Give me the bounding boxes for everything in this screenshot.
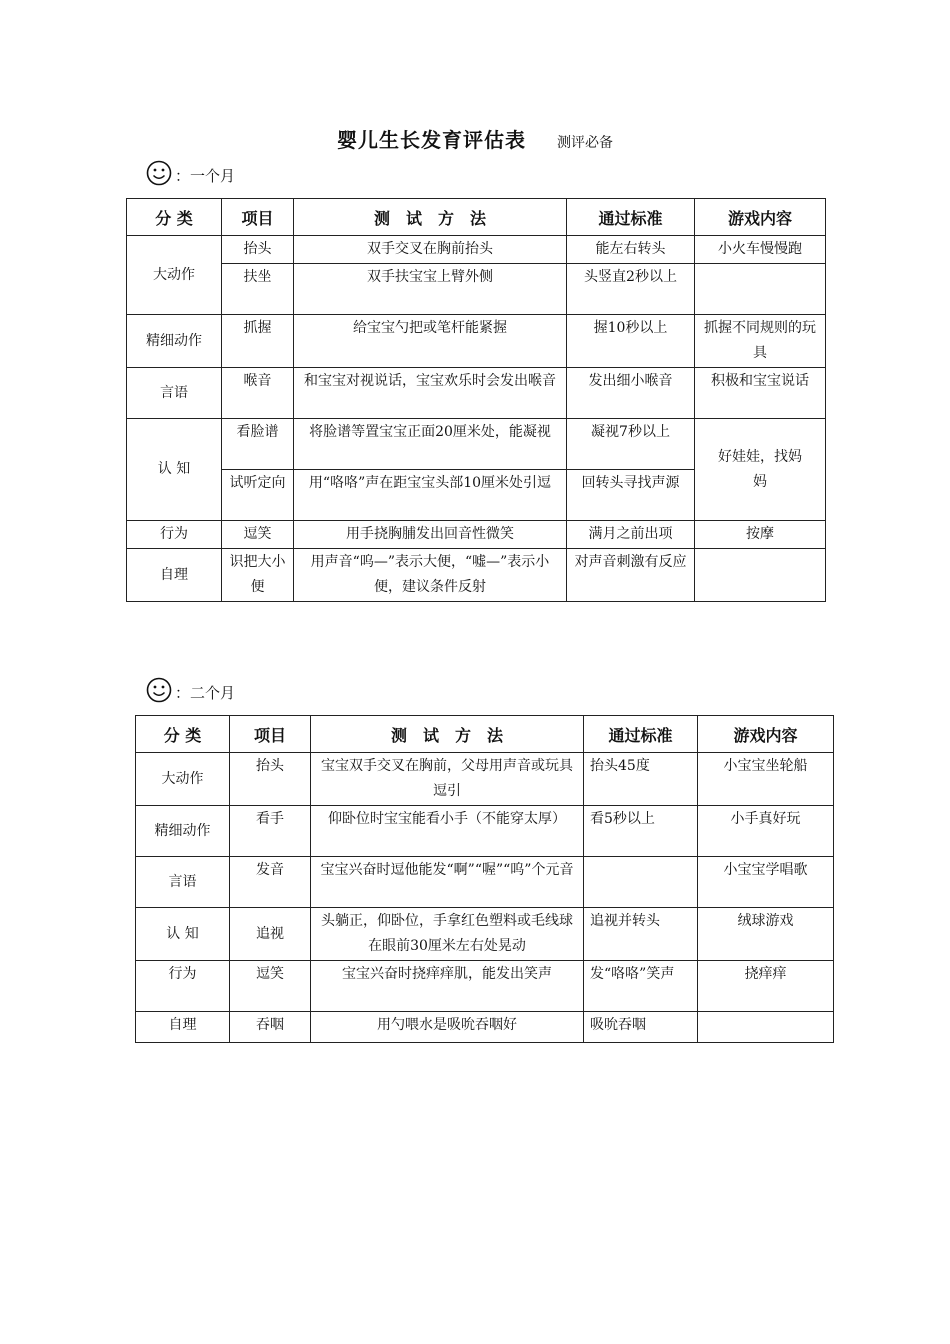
table-row bbox=[136, 908, 834, 961]
category-cell: 言语 bbox=[127, 368, 222, 419]
table-row bbox=[127, 315, 826, 368]
item-cell: 看手 bbox=[230, 806, 311, 857]
table-row bbox=[127, 368, 826, 419]
header-standard: 通过标准 bbox=[584, 716, 698, 753]
method-cell: 用声音“呜—”表示大便，“嘘—”表示小便，建议条件反射 bbox=[294, 549, 567, 602]
method-cell: 用“咯咯”声在距宝宝头部10厘米处引逗 bbox=[294, 470, 567, 521]
month1-table bbox=[126, 198, 826, 602]
header-category: 分 类 bbox=[136, 716, 230, 753]
item-cell: 发音 bbox=[230, 857, 311, 908]
standard-cell: 满月之前出项 bbox=[567, 521, 695, 549]
smiley-icon bbox=[146, 160, 172, 186]
table-row bbox=[127, 549, 826, 602]
month2-table bbox=[135, 715, 834, 1043]
game-cell: 小宝宝坐轮船 bbox=[698, 753, 834, 806]
standard-cell: 发“咯咯”笑声 bbox=[584, 961, 698, 1012]
header-method: 测 试 方 法 bbox=[294, 199, 567, 236]
standard-cell: 能左右转头 bbox=[567, 236, 695, 264]
item-cell: 逗笑 bbox=[230, 961, 311, 1012]
method-cell: 仰卧位时宝宝能看小手（不能穿太厚） bbox=[311, 806, 584, 857]
item-cell: 看脸谱 bbox=[222, 419, 294, 470]
month1-label: ：一个月 bbox=[175, 167, 236, 185]
standard-cell: 追视并转头 bbox=[584, 908, 698, 961]
document-title-line bbox=[0, 124, 950, 153]
month2-heading bbox=[146, 677, 235, 703]
game-cell: 挠痒痒 bbox=[698, 961, 834, 1012]
game-cell: 绒球游戏 bbox=[698, 908, 834, 961]
standard-cell: 抬头45度 bbox=[584, 753, 698, 806]
category-cell: 认 知 bbox=[127, 419, 222, 521]
category-cell: 自理 bbox=[127, 549, 222, 602]
game-cell: 小宝宝学唱歌 bbox=[698, 857, 834, 908]
game-cell: 抓握不同规则的玩具 bbox=[695, 315, 826, 368]
month1-heading bbox=[146, 160, 235, 186]
table-row bbox=[136, 961, 834, 1012]
game-cell: 按摩 bbox=[695, 521, 826, 549]
item-cell: 喉音 bbox=[222, 368, 294, 419]
table-row bbox=[127, 264, 826, 315]
item-cell: 抓握 bbox=[222, 315, 294, 368]
method-cell: 给宝宝勺把或笔杆能紧握 bbox=[294, 315, 567, 368]
item-cell: 逗笑 bbox=[222, 521, 294, 549]
item-cell: 识把大小便 bbox=[222, 549, 294, 602]
table-row bbox=[136, 753, 834, 806]
method-cell: 头躺正，仰卧位，手拿红色塑料或毛线球在眼前30厘米左右处晃动 bbox=[311, 908, 584, 961]
game-cell: 小手真好玩 bbox=[698, 806, 834, 857]
table-row bbox=[127, 521, 826, 549]
table-header-row bbox=[127, 199, 826, 236]
header-item: 项目 bbox=[230, 716, 311, 753]
standard-cell: 头竖直2秒以上 bbox=[567, 264, 695, 315]
month2-label: ：二个月 bbox=[175, 684, 236, 702]
method-cell: 用勺喂水是吸吮吞咽好 bbox=[311, 1012, 584, 1043]
category-cell: 大动作 bbox=[136, 753, 230, 806]
table-row bbox=[136, 857, 834, 908]
game-cell: 好娃娃，找妈妈 bbox=[695, 419, 826, 521]
method-cell: 双手交叉在胸前抬头 bbox=[294, 236, 567, 264]
table-row bbox=[127, 236, 826, 264]
header-category: 分 类 bbox=[127, 199, 222, 236]
category-cell: 自理 bbox=[136, 1012, 230, 1043]
header-standard: 通过标准 bbox=[567, 199, 695, 236]
game-cell bbox=[695, 264, 826, 315]
page-subtitle: 测评必备 bbox=[557, 135, 614, 151]
table-row bbox=[136, 1012, 834, 1043]
category-cell: 言语 bbox=[136, 857, 230, 908]
table-row bbox=[127, 419, 826, 470]
standard-cell: 回转头寻找声源 bbox=[567, 470, 695, 521]
method-cell: 宝宝双手交叉在胸前，父母用声音或玩具逗引 bbox=[311, 753, 584, 806]
method-cell: 用手挠胸脯发出回音性微笑 bbox=[294, 521, 567, 549]
table-row bbox=[136, 806, 834, 857]
standard-cell bbox=[584, 857, 698, 908]
category-cell: 大动作 bbox=[127, 236, 222, 315]
item-cell: 追视 bbox=[230, 908, 311, 961]
header-method: 测 试 方 法 bbox=[311, 716, 584, 753]
standard-cell: 握10秒以上 bbox=[567, 315, 695, 368]
page-title: 婴儿生长发育评估表 bbox=[336, 128, 526, 152]
item-cell: 扶坐 bbox=[222, 264, 294, 315]
method-cell: 双手扶宝宝上臂外侧 bbox=[294, 264, 567, 315]
game-cell: 积极和宝宝说话 bbox=[695, 368, 826, 419]
item-cell: 吞咽 bbox=[230, 1012, 311, 1043]
table-header-row bbox=[136, 716, 834, 753]
method-cell: 宝宝兴奋时逗他能发“啊”“喔”“呜”个元音 bbox=[311, 857, 584, 908]
item-cell: 抬头 bbox=[230, 753, 311, 806]
category-cell: 行为 bbox=[136, 961, 230, 1012]
game-cell bbox=[695, 549, 826, 602]
game-cell bbox=[698, 1012, 834, 1043]
standard-cell: 发出细小喉音 bbox=[567, 368, 695, 419]
item-cell: 抬头 bbox=[222, 236, 294, 264]
header-game: 游戏内容 bbox=[695, 199, 826, 236]
header-game: 游戏内容 bbox=[698, 716, 834, 753]
standard-cell: 凝视7秒以上 bbox=[567, 419, 695, 470]
standard-cell: 对声音刺激有反应 bbox=[567, 549, 695, 602]
method-cell: 宝宝兴奋时挠痒痒肌，能发出笑声 bbox=[311, 961, 584, 1012]
standard-cell: 吸吮吞咽 bbox=[584, 1012, 698, 1043]
category-cell: 精细动作 bbox=[127, 315, 222, 368]
header-item: 项目 bbox=[222, 199, 294, 236]
method-cell: 将脸谱等置宝宝正面20厘米处，能凝视 bbox=[294, 419, 567, 470]
item-cell: 试听定向 bbox=[222, 470, 294, 521]
game-cell: 小火车慢慢跑 bbox=[695, 236, 826, 264]
standard-cell: 看5秒以上 bbox=[584, 806, 698, 857]
method-cell: 和宝宝对视说话，宝宝欢乐时会发出喉音 bbox=[294, 368, 567, 419]
category-cell: 认 知 bbox=[136, 908, 230, 961]
smiley-icon bbox=[146, 677, 172, 703]
category-cell: 精细动作 bbox=[136, 806, 230, 857]
category-cell: 行为 bbox=[127, 521, 222, 549]
